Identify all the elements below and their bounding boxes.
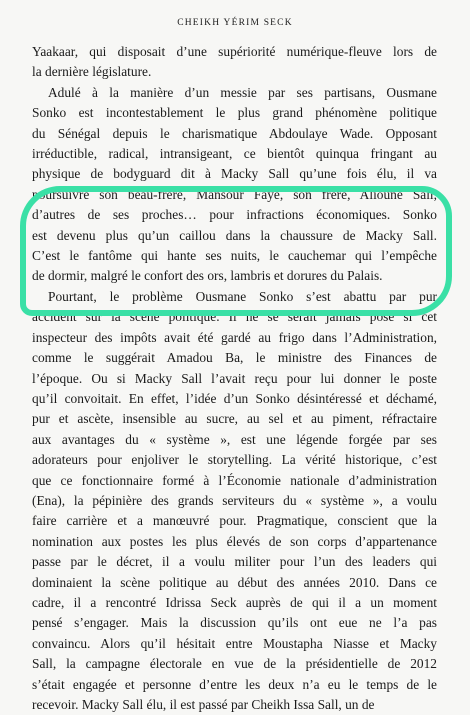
text-line: qu’il convoitait. En effet, l’idée d’un Sonko désintéressé et déchamé, bbox=[32, 390, 437, 406]
text-line: de dormir, malgré le confort des ors, lambris et dorures du Palais. bbox=[32, 268, 383, 284]
text-line: Sall, la campagne électorale en vue de la présidentielle de 2012 bbox=[32, 656, 437, 672]
text-line: Sonko est incontestablement le plus grand phénomène politique bbox=[32, 105, 437, 121]
text-line: Adulé à la manière d’un messie par ses partisans, Ousmane bbox=[48, 84, 437, 100]
text-line: la dernière législature. bbox=[32, 64, 152, 80]
text-line: adorateurs pour enjoliver le storytelling. La vérité historique, c’est bbox=[32, 452, 437, 468]
text-line: aux avantages du « système », est une légende forgée par ses bbox=[32, 431, 437, 447]
text-line: (Ena), la pépinière des grands serviteurs du « système », a voulu bbox=[32, 492, 437, 508]
text-line: que ce fonctionnaire formé à l’Économie nationale d’administration bbox=[32, 472, 437, 488]
text-line: dominaient la scène politique au début des années 2010. Dans ce bbox=[32, 574, 437, 590]
text-line: d’autres de ses proches… pour infractions économiques. Sonko bbox=[32, 207, 437, 223]
paragraph bbox=[32, 42, 437, 83]
text-line: est devenu plus qu’un caillou dans la chaussure de Macky Sall. bbox=[32, 227, 437, 243]
text-line: nomination aux postes les plus élevés de son corps d’appartenance bbox=[32, 533, 437, 549]
text-line: Yaakaar, qui disposait d’une supériorité numérique-fleuve lors de bbox=[32, 44, 437, 59]
text-line: inspecteur des impôts avait été gardé au frigo dans l’Administration, bbox=[32, 329, 437, 345]
paragraph bbox=[32, 83, 437, 287]
text-line: comme le suggérait Amadou Ba, le ministre des Finances de bbox=[32, 350, 437, 366]
text-line: pensé s’engager. Mais la discussion qu’ils ont eue ne l’a pas bbox=[32, 615, 437, 631]
running-header: CHEIKH YÉRIM SECK bbox=[177, 18, 293, 28]
text-line: Pourtant, le problème Ousmane Sonko s’est abattu par pur bbox=[48, 288, 437, 304]
text-line: accident sur la scène politique. Il ne se serait jamais posé si cet bbox=[32, 309, 437, 325]
text-line: faire carrière et a manœuvré pour. Pragmatique, conscient que la bbox=[32, 513, 437, 529]
text-line: irréductible, radical, intransigeant, ce bientôt quinqua fringant au bbox=[32, 146, 437, 162]
body-text bbox=[32, 42, 437, 715]
text-line: passe par le décret, il a voulu militer pour l’un des leaders qui bbox=[32, 554, 437, 570]
text-line: s’était engagée et personne d’entre les deux n’a eu le temps de le bbox=[32, 676, 437, 692]
text-line: convaincu. Alors qu’il hésitait entre Moustapha Niasse et Macky bbox=[32, 635, 437, 651]
text-line: cadre, il a rencontré Idrissa Seck auprès de qui il a un moment bbox=[32, 594, 437, 610]
text-line: poursuivre son beau-frère, Mansour Faye, son frère, Alioune Sall, bbox=[32, 186, 437, 202]
text-line: C’est le fantôme qui hante ses nuits, le cauchemar qui l’empêche bbox=[32, 248, 437, 264]
text-line: l’époque. Ou si Macky Sall l’avait reçu pour lui donner le poste bbox=[32, 370, 437, 386]
text-line: pur et ascète, insensible au sucre, au sel et au piment, réfractaire bbox=[32, 411, 437, 427]
text-line: recevoir. Macky Sall élu, il est passé par Cheikh Issa Sall, un de bbox=[32, 697, 375, 712]
paragraph bbox=[32, 287, 437, 715]
text-line: physique de bodyguard dit à Macky Sall qu’une fois élu, il va bbox=[32, 166, 437, 182]
text-line: du Sénégal depuis le charismatique Abdoulaye Wade. Opposant bbox=[32, 125, 437, 141]
